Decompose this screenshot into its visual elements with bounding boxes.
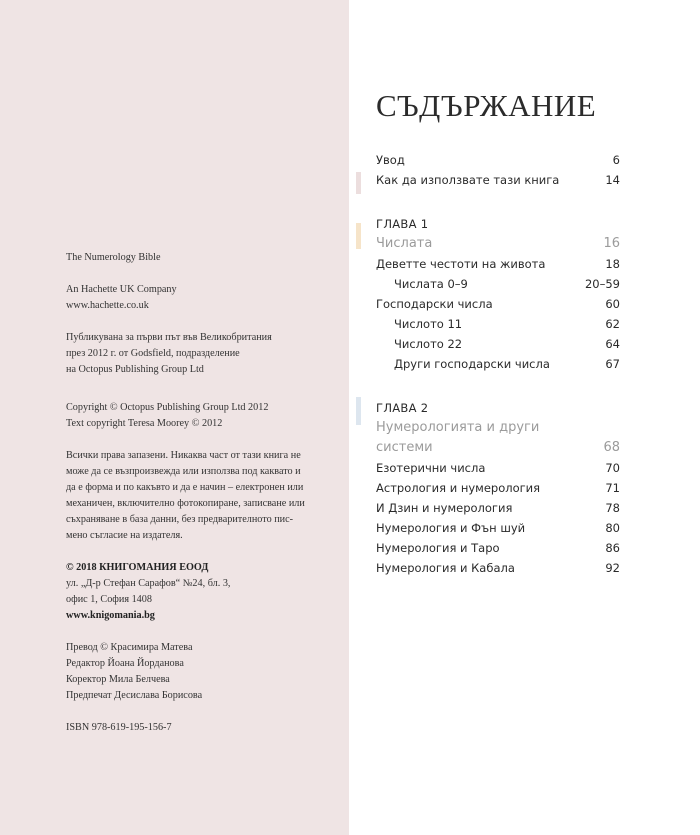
toc-entry[interactable]	[376, 538, 620, 558]
proofreader-credit: Коректор Мила Белчева	[66, 674, 170, 685]
toc-entry-page: 86	[605, 541, 620, 555]
address-line-2: офис 1, София 1408	[66, 594, 152, 605]
toc-entry-page: 14	[605, 173, 620, 187]
copyright-line-2: Text copyright Teresa Moorey © 2012	[66, 418, 223, 429]
toc-entry-page: 6	[612, 153, 620, 167]
toc-entry-how-to-use[interactable]	[376, 170, 620, 190]
isbn: ISBN 978-619-195-156-7	[66, 722, 172, 733]
rights-line-1: Всички права запазени. Никаква част от тази книга не	[66, 450, 301, 461]
table-of-contents	[376, 150, 620, 578]
translation-credit: Превод © Красимира Матева	[66, 642, 193, 653]
rights-line-6: мено съгласие на издателя.	[66, 530, 183, 541]
toc-entry-label: Езотерични числа	[376, 461, 486, 475]
toc-entry-label: И Дзин и нумерология	[376, 501, 513, 515]
toc-entry-page: 92	[605, 561, 620, 575]
chapter2-label: ГЛАВА 2	[376, 401, 429, 415]
first-publication-line-2: през 2012 г. от Godsfield, подразделение	[66, 348, 240, 359]
toc-entry-page: 64	[605, 337, 620, 351]
toc-entry-label: Увод	[376, 153, 405, 167]
toc-section-page: 16	[603, 236, 620, 251]
intro-color-marker	[356, 172, 361, 194]
imprint-publisher-url: www.hachette.co.uk	[66, 300, 149, 311]
toc-entry-page: 20–59	[584, 277, 620, 291]
toc-entry-label: Числото 11	[394, 317, 463, 331]
toc-entry-page: 18	[605, 257, 620, 271]
toc-entry-page: 67	[605, 357, 620, 371]
imprint-block	[66, 250, 346, 736]
toc-entry-label: Числото 22	[394, 337, 463, 351]
toc-entry-label: Нумерология и Фън шуй	[376, 521, 526, 535]
toc-section-page: 68	[603, 440, 620, 455]
chapter1-label: ГЛАВА 1	[376, 217, 429, 231]
rights-line-3: да е форма и по какъвто и да е начин – електронен или	[66, 482, 304, 493]
chapter2-color-marker	[356, 397, 361, 425]
toc-entry-intro[interactable]	[376, 150, 620, 170]
copyright-line-1: Copyright © Octopus Publishing Group Ltd 2012	[66, 402, 269, 413]
toc-section-line-1[interactable]: Нумерологията и други	[376, 420, 540, 435]
toc-section-label: Числата	[376, 236, 433, 251]
toc-entry-label: Други господарски числа	[394, 357, 550, 371]
toc-entry-label: Как да използвате тази книга	[376, 173, 560, 187]
toc-entry-label: Нумерология и Кабала	[376, 561, 515, 575]
toc-entry[interactable]	[376, 354, 620, 374]
first-publication-line-3: на Octopus Publishing Group Ltd	[66, 364, 204, 375]
toc-entry-page: 60	[605, 297, 620, 311]
toc-entry[interactable]	[376, 334, 620, 354]
toc-entry-page: 70	[605, 461, 620, 475]
toc-entry[interactable]	[376, 294, 620, 314]
prepress-credit: Предпечат Десислава Борисова	[66, 690, 203, 701]
imprint-title: The Numerology Bible	[66, 252, 161, 263]
rights-line-4: механичен, включително фотокопиране, записване или	[66, 498, 305, 509]
toc-entry[interactable]	[376, 478, 620, 498]
address-line-1: ул. „Д-р Стефан Сарафов“ №24, бл. 3,	[66, 578, 231, 589]
rights-line-2: може да се възпроизвежда или използва под каквато и	[66, 466, 301, 477]
rights-line-5: съхраняване в база данни, без предварителното пис-	[66, 514, 294, 525]
bg-url: www.knigomania.bg	[66, 610, 155, 621]
toc-entry[interactable]	[376, 558, 620, 578]
toc-title: СЪДЪРЖАНИЕ	[376, 88, 597, 123]
toc-entry[interactable]	[376, 498, 620, 518]
toc-entry-label: Числата 0–9	[394, 277, 468, 291]
toc-section-label: системи	[376, 440, 433, 455]
chapter1-color-marker	[356, 223, 361, 249]
toc-entry-label: Господарски числа	[376, 297, 493, 311]
toc-entry-page: 78	[605, 501, 620, 515]
toc-entry[interactable]	[376, 274, 620, 294]
toc-section-numbers[interactable]	[376, 234, 620, 254]
toc-entry-page: 80	[605, 521, 620, 535]
toc-entry[interactable]	[376, 518, 620, 538]
toc-entry-label: Нумерология и Таро	[376, 541, 500, 555]
bg-copyright: © 2018 КНИГОМАНИЯ ЕООД	[66, 562, 209, 573]
toc-entry-label: Деветте честоти на живота	[376, 257, 546, 271]
toc-section-systems[interactable]	[376, 438, 620, 458]
toc-entry-page: 62	[605, 317, 620, 331]
editor-credit: Редактор Йоана Йорданова	[66, 658, 184, 669]
toc-entry-label: Астрология и нумерология	[376, 481, 541, 495]
toc-entry-page: 71	[605, 481, 620, 495]
toc-entry[interactable]	[376, 458, 620, 478]
toc-entry[interactable]	[376, 314, 620, 334]
toc-entry[interactable]	[376, 254, 620, 274]
first-publication-line-1: Публикувана за първи път във Великобритания	[66, 332, 272, 343]
imprint-publisher: An Hachette UK Company	[66, 284, 177, 295]
